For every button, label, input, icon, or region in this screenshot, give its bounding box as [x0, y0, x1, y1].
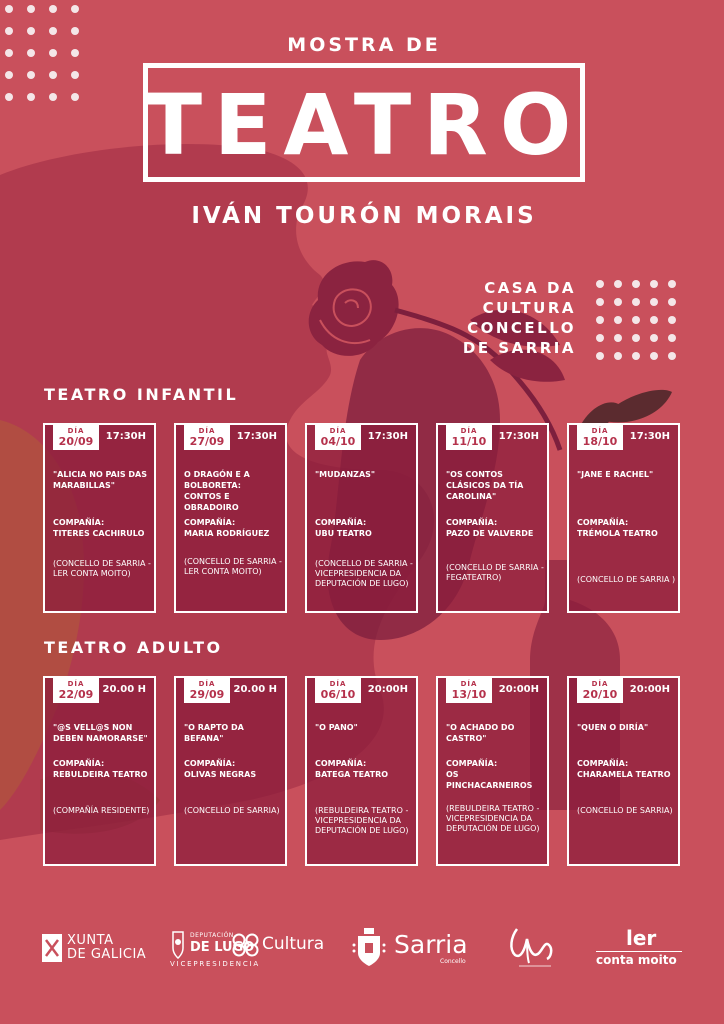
- company-name: REBULDEIRA TEATRO: [53, 770, 148, 779]
- xunta-emblem-icon: [42, 934, 62, 962]
- company-label: COMPAÑÍA:: [315, 759, 367, 768]
- section-heading-infantil: TEATRO INFANTIL: [44, 385, 239, 404]
- concello-label: Concello: [440, 958, 466, 965]
- company-label: COMPAÑÍA:: [577, 518, 629, 527]
- event-time: 20:00H: [629, 684, 670, 695]
- event-card: [305, 423, 418, 613]
- day-label: DÍA: [591, 680, 609, 688]
- play-title: O DRAGÓN E A BOLBORETA: CONTOS E OBRADOIRO: [184, 470, 250, 512]
- company-label: COMPAÑÍA:: [577, 759, 629, 768]
- organizer-note: (CONCELLO DE SARRIA - FEGATEATRO): [446, 563, 544, 582]
- event-date: 13/10: [451, 688, 487, 701]
- company-label: COMPAÑÍA:: [446, 518, 498, 527]
- event-card: [305, 676, 418, 866]
- day-label: DÍA: [329, 427, 347, 435]
- company-label: COMPAÑÍA:: [446, 759, 498, 768]
- event-card: [174, 676, 287, 866]
- date-badge: [446, 424, 492, 450]
- event-date: 20/09: [58, 435, 94, 448]
- event-card: [567, 676, 680, 866]
- poster-title: TEATRO: [144, 76, 584, 174]
- company-name: TITERES CACHIRULO: [53, 529, 145, 538]
- day-label: DÍA: [67, 680, 85, 688]
- event-time: 20.00 H: [102, 684, 146, 695]
- event-card: [436, 676, 549, 866]
- xunta-de-galicia-logo: [42, 925, 152, 969]
- day-label: DÍA: [591, 427, 609, 435]
- company-label: COMPAÑÍA:: [53, 518, 105, 527]
- venue-line: CONCELLO: [467, 319, 576, 337]
- section-heading-adulto: TEATRO ADULTO: [44, 638, 223, 657]
- event-card: [436, 423, 549, 613]
- deputacion-main-label: DE LUGO: [190, 940, 255, 955]
- ler-label: ler: [626, 926, 657, 950]
- event-date: 06/10: [320, 688, 356, 701]
- day-label: DÍA: [460, 427, 478, 435]
- xunta-text-line: XUNTA: [67, 933, 114, 948]
- event-date: 27/09: [189, 435, 225, 448]
- event-date: 11/10: [451, 435, 487, 448]
- play-title: "O RAPTO DA BEFANA": [184, 723, 244, 743]
- date-badge: [577, 677, 623, 703]
- play-title: "MUDANZAS": [315, 470, 376, 479]
- company-name: MARIA RODRÍGUEZ: [184, 529, 270, 538]
- event-card: [567, 423, 680, 613]
- deputacion-lugo-logo: [170, 925, 330, 969]
- decorative-dot-grid-top-left: [5, 5, 95, 105]
- event-card: [43, 676, 156, 866]
- date-badge: [184, 424, 230, 450]
- sarria-coat-of-arms-icon: [352, 927, 386, 967]
- date-badge: [577, 424, 623, 450]
- company-name: PAZO DE VALVERDE: [446, 529, 534, 538]
- day-label: DÍA: [329, 680, 347, 688]
- company-name: BATEGA TEATRO: [315, 770, 389, 779]
- organizer-note: (CONCELLO DE SARRIA - LER CONTA MOITO): [53, 559, 151, 578]
- sarria-label: Sarria: [394, 930, 468, 959]
- event-date: 29/09: [189, 688, 225, 701]
- play-title: "O ACHADO DO CASTRO": [446, 723, 515, 743]
- event-time: 20:00H: [498, 684, 539, 695]
- company-name: TRÉMOLA TEATRO: [577, 529, 658, 538]
- organizer-note: (REBULDEIRA TEATRO - VICEPRESIDENCIA DA DEPUTACIÓN DE LUGO): [446, 804, 540, 833]
- event-date: 04/10: [320, 435, 356, 448]
- conta-moito-label: conta moito: [596, 953, 677, 967]
- day-label: DÍA: [198, 427, 216, 435]
- event-time: 20.00 H: [233, 684, 277, 695]
- cultura-label: Cultura: [262, 934, 325, 954]
- organizer-note: (CONCELLO DE SARRIA - LER CONTA MOITO): [184, 557, 282, 576]
- play-title: "@S VELL@S NON DEBEN NAMORARSE": [53, 723, 148, 743]
- concello-sarria-logo: [352, 925, 474, 969]
- day-label: DÍA: [460, 680, 478, 688]
- ler-underline: [596, 951, 682, 952]
- play-title: "ALICIA NO PAIS DAS MARABILLAS": [53, 470, 147, 490]
- script-signature-icon: [505, 925, 560, 969]
- organizer-note: (CONCELLO DE SARRIA ): [577, 575, 676, 584]
- organizer-note: (CONCELLO DE SARRIA - VICEPRESIDENCIA DA DEPUTACIÓN DE LUGO): [315, 559, 413, 588]
- company-name: UBU TEATRO: [315, 529, 372, 538]
- date-badge: [53, 424, 99, 450]
- play-title: "QUEN O DIRÍA": [577, 723, 649, 732]
- event-date: 22/09: [58, 688, 94, 701]
- organizer-note: (CONCELLO DE SARRIA): [577, 806, 673, 815]
- venue-block: [420, 278, 576, 358]
- company-label: COMPAÑÍA:: [184, 759, 236, 768]
- lugo-crest-icon: [170, 930, 186, 960]
- event-date: 20/10: [582, 688, 618, 701]
- venue-line: DE SARRIA: [462, 339, 576, 357]
- organizer-note: (REBULDEIRA TEATRO - VICEPRESIDENCIA DA DEPUTACIÓN DE LUGO): [315, 806, 409, 835]
- venue-line: CULTURA: [482, 299, 576, 317]
- day-label: DÍA: [67, 427, 85, 435]
- company-label: COMPAÑÍA:: [184, 518, 236, 527]
- date-badge: [446, 677, 492, 703]
- event-card: [174, 423, 287, 613]
- date-badge: [184, 677, 230, 703]
- vicepresidencia-label: VICEPRESIDENCIA: [170, 960, 260, 968]
- cultura-rings-icon: [232, 933, 260, 957]
- date-badge: [315, 677, 361, 703]
- xunta-text-line: DE GALICIA: [67, 947, 147, 962]
- event-time: 17:30H: [367, 431, 408, 442]
- play-title: "OS CONTOS CLÁSICOS DA TÍA CAROLINA": [446, 470, 524, 501]
- poster-pretitle: MOSTRA DE: [287, 34, 441, 56]
- venue-line: CASA DA: [484, 279, 576, 297]
- company-name: OLIVAS NEGRAS: [184, 770, 257, 779]
- event-time: 17:30H: [236, 431, 277, 442]
- event-time: 17:30H: [629, 431, 670, 442]
- organizer-note: (COMPAÑÍA RESIDENTE): [53, 806, 150, 815]
- play-title: "JANE E RACHEL": [577, 470, 654, 479]
- company-name: OS PINCHACARNEIROS: [446, 770, 533, 790]
- honoree-name: IVÁN TOURÓN MORAIS: [191, 203, 537, 229]
- deputacion-small-label: DEPUTACIÓN: [190, 932, 234, 939]
- date-badge: [53, 677, 99, 703]
- event-time: 17:30H: [105, 431, 146, 442]
- date-badge: [315, 424, 361, 450]
- event-date: 18/10: [582, 435, 618, 448]
- event-card: [43, 423, 156, 613]
- organizer-note: (CONCELLO DE SARRIA): [184, 806, 280, 815]
- cultural-emblem-logo: [505, 925, 560, 969]
- event-time: 17:30H: [498, 431, 539, 442]
- company-name: CHARAMELA TEATRO: [577, 770, 671, 779]
- event-time: 20:00H: [367, 684, 408, 695]
- play-title: "O PANO": [315, 723, 358, 732]
- day-label: DÍA: [198, 680, 216, 688]
- decorative-dot-grid-right: [596, 280, 686, 360]
- company-label: COMPAÑÍA:: [315, 518, 367, 527]
- company-label: COMPAÑÍA:: [53, 759, 105, 768]
- ler-conta-moito-logo: [594, 925, 684, 969]
